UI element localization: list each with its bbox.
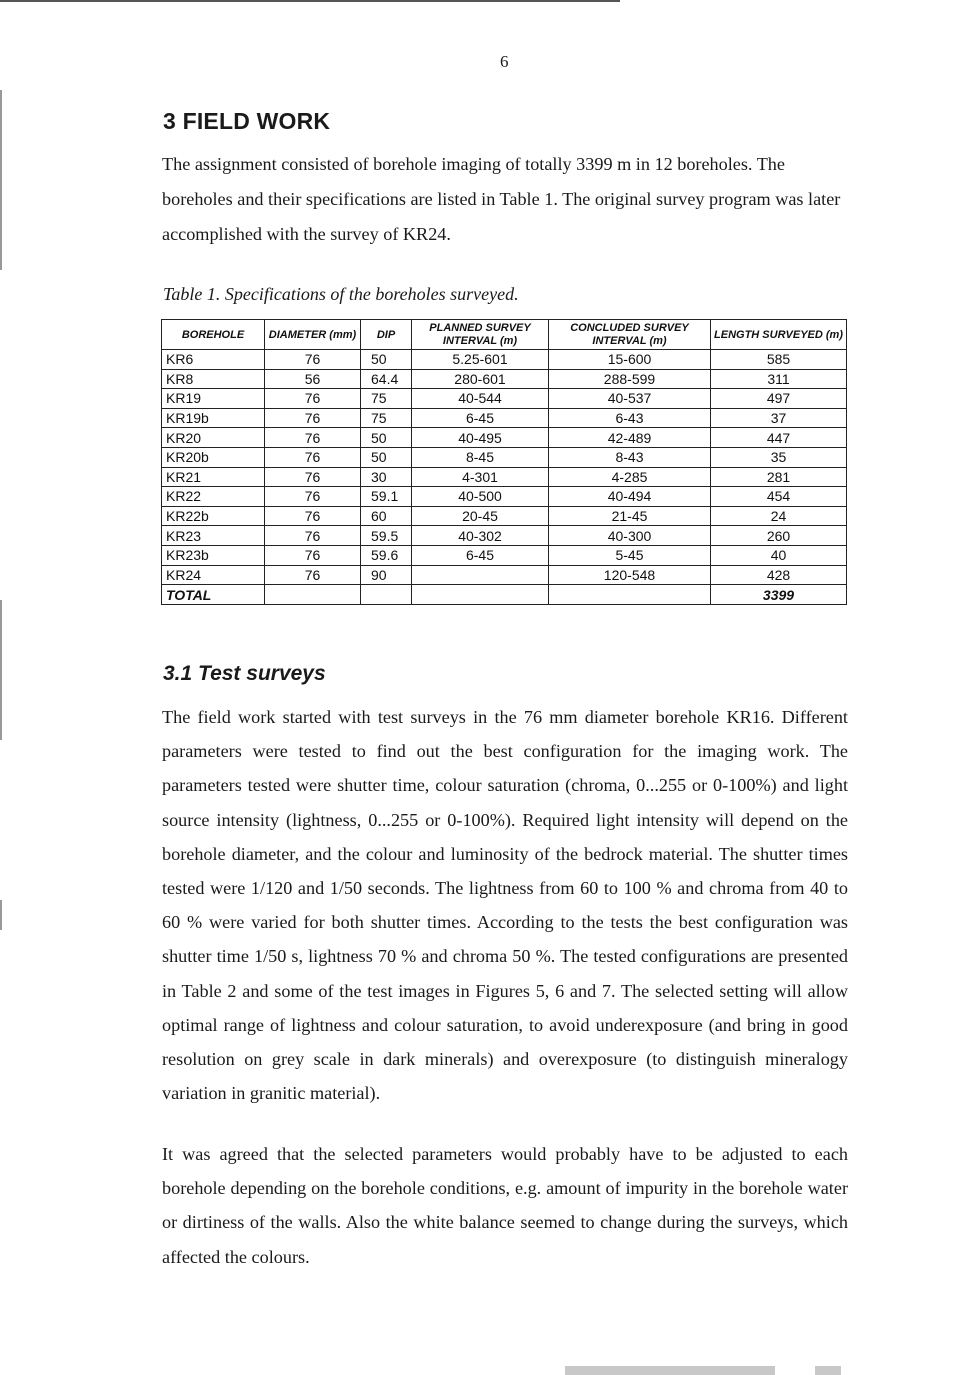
scan-edge-mark	[0, 600, 2, 740]
cell-planned-interval: 5.25-601	[412, 350, 549, 370]
cell-dip: 30	[361, 467, 412, 487]
scan-top-rule	[0, 0, 620, 2]
cell-diameter: 56	[265, 369, 361, 389]
cell-planned-interval: 280-601	[412, 369, 549, 389]
cell-planned-interval: 8-45	[412, 447, 549, 467]
cell-length-surveyed: 37	[711, 408, 847, 428]
cell-length-surveyed: 40	[711, 545, 847, 565]
table-caption: Table 1. Specifications of the boreholes surveyed.	[163, 284, 519, 304]
cell-planned-interval: 4-301	[412, 467, 549, 487]
table-row	[162, 369, 847, 389]
cell-planned-interval: 40-544	[412, 389, 549, 409]
body-paragraph: The field work started with test surveys in the 76 mm diameter borehole KR16. Different parameters were tested to find out the best configuration for the imaging work. The parameters tested were shutter time, colour saturation (chroma, 0...255 or 0-100%) and light source intensity (lightness, 0...255 or 0-100%). Required light intensity will depend on the borehole diameter, and the colour and luminosity of the bedrock material. The shutter times tested were 1/120 and 1/50 seconds. The lightness from 60 to 100 % and chroma from 40 to 60 % were varied for both shutter times. According to the tests the best configuration was shutter time 1/50 s, lightness 70 % and chroma 50 %. The tested configurations are presented in Table 2 and some of the test images in Figures 5, 6 and 7. The selected setting will allow optimal range of lightness and colour saturation, to avoid underexposure (and bring in good resolution on grey scale in dark minerals) and overexposure (to distinguish mineralogy variation in granitic material).	[162, 707, 848, 1104]
cell-dip: 64.4	[361, 369, 412, 389]
intro-paragraph: The assignment consisted of borehole imaging of totally 3399 m in 12 boreholes. The boreholes and their specifications are listed in Table 1. The original survey program was later accomplished with the survey of KR24.	[162, 154, 841, 244]
cell-concluded-interval: 5-45	[549, 545, 711, 565]
col-header-length-surveyed: LENGTH SURVEYED (m)	[711, 320, 847, 350]
table-row	[162, 487, 847, 507]
scan-edge-mark	[0, 900, 2, 930]
cell-concluded-interval: 6-43	[549, 408, 711, 428]
table-row	[162, 545, 847, 565]
total-value: 3399	[711, 585, 847, 605]
cell-diameter: 76	[265, 447, 361, 467]
cell-diameter: 76	[265, 389, 361, 409]
cell-dip: 50	[361, 428, 412, 448]
cell-dip: 50	[361, 350, 412, 370]
cell-borehole: KR8	[162, 369, 265, 389]
cell-planned-interval: 40-495	[412, 428, 549, 448]
cell-dip: 75	[361, 408, 412, 428]
cell-borehole: KR20	[162, 428, 265, 448]
cell-borehole: KR19	[162, 389, 265, 409]
cell-planned-interval: 40-302	[412, 526, 549, 546]
cell-diameter: 76	[265, 487, 361, 507]
cell-concluded-interval: 40-537	[549, 389, 711, 409]
cell-concluded-interval: 40-494	[549, 487, 711, 507]
col-header-concluded-interval: CONCLUDED SURVEY INTERVAL (m)	[549, 320, 711, 350]
cell-length-surveyed: 260	[711, 526, 847, 546]
col-header-diameter: DIAMETER (mm)	[265, 320, 361, 350]
cell-dip: 59.6	[361, 545, 412, 565]
col-header-planned-interval: PLANNED SURVEY INTERVAL (m)	[412, 320, 549, 350]
cell-borehole: KR22b	[162, 506, 265, 526]
table-row	[162, 428, 847, 448]
cell-planned-interval	[412, 565, 549, 585]
cell-length-surveyed: 35	[711, 447, 847, 467]
cell-diameter: 76	[265, 467, 361, 487]
col-header-borehole: BOREHOLE	[162, 320, 265, 350]
cell-dip: 50	[361, 447, 412, 467]
cell-concluded-interval: 120-548	[549, 565, 711, 585]
cell-borehole: KR21	[162, 467, 265, 487]
cell-diameter: 76	[265, 545, 361, 565]
cell-length-surveyed: 585	[711, 350, 847, 370]
table-header-row	[162, 320, 847, 350]
cell-borehole: KR23b	[162, 545, 265, 565]
scan-edge-mark	[0, 90, 2, 270]
cell-diameter: 76	[265, 350, 361, 370]
cell-length-surveyed: 497	[711, 389, 847, 409]
col-header-dip: DIP	[361, 320, 412, 350]
cell-concluded-interval: 15-600	[549, 350, 711, 370]
cell-planned-interval: 6-45	[412, 545, 549, 565]
cell-concluded-interval: 21-45	[549, 506, 711, 526]
table-row	[162, 389, 847, 409]
cell-concluded-interval: 288-599	[549, 369, 711, 389]
cell-concluded-interval: 40-300	[549, 526, 711, 546]
table-row	[162, 408, 847, 428]
cell-dip: 60	[361, 506, 412, 526]
cell-planned-interval: 20-45	[412, 506, 549, 526]
cell-borehole: KR20b	[162, 447, 265, 467]
scan-bottom-mark	[565, 1366, 775, 1375]
cell-length-surveyed: 447	[711, 428, 847, 448]
table-body	[162, 350, 847, 585]
cell-diameter: 76	[265, 428, 361, 448]
cell-concluded-interval: 4-285	[549, 467, 711, 487]
table-row	[162, 350, 847, 370]
chapter-title: 3 FIELD WORK	[163, 108, 331, 134]
cell-planned-interval: 40-500	[412, 487, 549, 507]
table-row	[162, 506, 847, 526]
cell-diameter: 76	[265, 408, 361, 428]
total-empty-cell	[361, 585, 412, 605]
cell-diameter: 76	[265, 565, 361, 585]
total-row	[162, 585, 847, 605]
total-label: TOTAL	[162, 585, 265, 605]
cell-borehole: KR23	[162, 526, 265, 546]
cell-concluded-interval: 8-43	[549, 447, 711, 467]
table-row	[162, 467, 847, 487]
page-number: 6	[500, 52, 509, 71]
table-row	[162, 526, 847, 546]
cell-dip: 59.1	[361, 487, 412, 507]
section-title: 3.1 Test surveys	[163, 662, 326, 685]
cell-dip: 59.5	[361, 526, 412, 546]
body-paragraph: It was agreed that the selected parameters would probably have to be adjusted to each borehole depending on the borehole conditions, e.g. amount of impurity in the borehole water or dirtiness of the walls. Also the white balance seemed to change during the surveys, which affected the colours.	[162, 1144, 848, 1267]
cell-planned-interval: 6-45	[412, 408, 549, 428]
table-row	[162, 447, 847, 467]
total-empty-cell	[412, 585, 549, 605]
cell-concluded-interval: 42-489	[549, 428, 711, 448]
cell-dip: 75	[361, 389, 412, 409]
cell-length-surveyed: 281	[711, 467, 847, 487]
cell-borehole: KR6	[162, 350, 265, 370]
borehole-table	[161, 319, 847, 605]
cell-dip: 90	[361, 565, 412, 585]
cell-length-surveyed: 454	[711, 487, 847, 507]
total-empty-cell	[549, 585, 711, 605]
cell-diameter: 76	[265, 506, 361, 526]
cell-borehole: KR22	[162, 487, 265, 507]
cell-length-surveyed: 24	[711, 506, 847, 526]
cell-length-surveyed: 311	[711, 369, 847, 389]
cell-borehole: KR19b	[162, 408, 265, 428]
total-empty-cell	[265, 585, 361, 605]
scan-bottom-mark	[815, 1366, 841, 1375]
cell-diameter: 76	[265, 526, 361, 546]
table-row	[162, 565, 847, 585]
cell-borehole: KR24	[162, 565, 265, 585]
cell-length-surveyed: 428	[711, 565, 847, 585]
